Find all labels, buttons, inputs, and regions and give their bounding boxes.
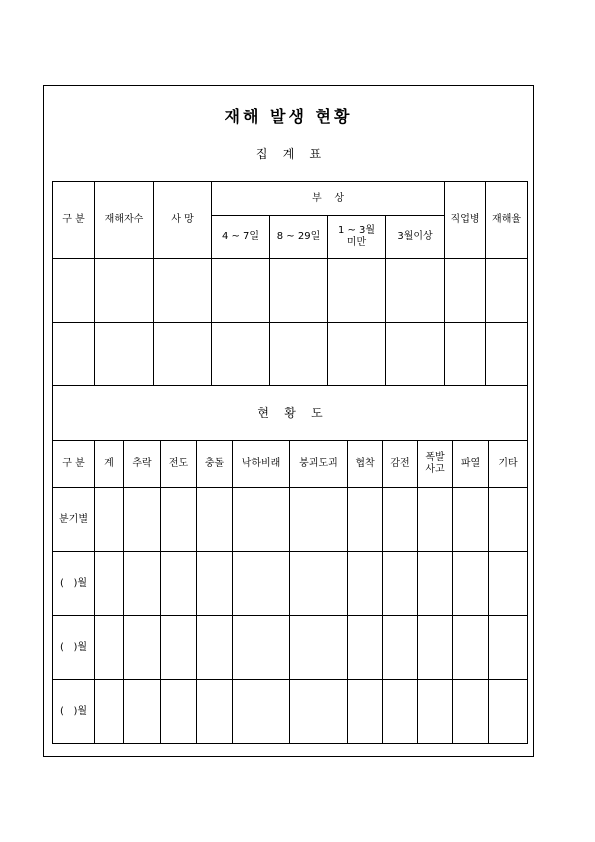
status-cell[interactable] <box>95 616 124 680</box>
status-cell[interactable] <box>290 616 348 680</box>
summary-cell[interactable] <box>386 259 445 323</box>
summary-cell[interactable] <box>53 259 95 323</box>
summary-cell[interactable] <box>445 259 486 323</box>
status-cell[interactable] <box>348 680 383 744</box>
status-cell[interactable] <box>489 680 528 744</box>
document-title: 재해 발생 현황 <box>224 107 353 126</box>
summary-cell[interactable] <box>154 259 212 323</box>
status-cell[interactable] <box>418 616 453 680</box>
status-header-collapse: 붕괴도괴 <box>290 441 348 488</box>
status-table <box>52 385 528 744</box>
summary-row <box>53 259 528 323</box>
status-cell[interactable] <box>124 616 161 680</box>
status-row-label: ( )월 <box>53 616 95 680</box>
status-title: 현 황 도 <box>53 386 528 441</box>
status-row-quarterly <box>53 488 528 552</box>
status-row-label: 분기별 <box>53 488 95 552</box>
status-cell[interactable] <box>161 552 197 616</box>
status-header-tumble: 전도 <box>161 441 197 488</box>
status-header-other: 기타 <box>489 441 528 488</box>
summary-header-death: 사 망 <box>154 182 212 259</box>
status-header-rupture: 파열 <box>453 441 489 488</box>
summary-row <box>53 323 528 386</box>
status-cell[interactable] <box>290 488 348 552</box>
summary-cell[interactable] <box>53 323 95 386</box>
summary-cell[interactable] <box>486 259 528 323</box>
status-row-month <box>53 616 528 680</box>
status-cell[interactable] <box>418 680 453 744</box>
status-cell[interactable] <box>383 616 418 680</box>
status-title-row <box>53 386 528 441</box>
summary-cell[interactable] <box>212 323 270 386</box>
status-row-label: ( )월 <box>53 680 95 744</box>
summary-header-injury-8-29-days: 8 ~ 29일 <box>270 216 328 259</box>
status-cell[interactable] <box>233 680 290 744</box>
status-header-fall: 추락 <box>124 441 161 488</box>
status-cell[interactable] <box>95 552 124 616</box>
status-header-explosion: 폭발 사고 <box>418 441 453 488</box>
status-cell[interactable] <box>290 680 348 744</box>
summary-cell[interactable] <box>386 323 445 386</box>
status-cell[interactable] <box>233 488 290 552</box>
status-cell[interactable] <box>453 552 489 616</box>
status-cell[interactable] <box>290 552 348 616</box>
status-cell[interactable] <box>233 552 290 616</box>
summary-header-injury: 부 상 <box>212 182 445 216</box>
status-cell[interactable] <box>453 488 489 552</box>
summary-cell[interactable] <box>328 323 386 386</box>
summary-cell[interactable] <box>270 259 328 323</box>
status-cell[interactable] <box>197 552 233 616</box>
status-cell[interactable] <box>418 552 453 616</box>
summary-cell[interactable] <box>445 323 486 386</box>
status-cell[interactable] <box>383 680 418 744</box>
summary-header-injury-1-3-months: 1 ~ 3월 미만 <box>328 216 386 259</box>
summary-header-division: 구 분 <box>53 182 95 259</box>
status-row-month <box>53 680 528 744</box>
summary-header-injury-over-3-months: 3월이상 <box>386 216 445 259</box>
status-cell[interactable] <box>95 488 124 552</box>
summary-table <box>52 181 528 386</box>
status-cell[interactable] <box>489 616 528 680</box>
status-cell[interactable] <box>161 488 197 552</box>
summary-header-victims: 재해자수 <box>95 182 154 259</box>
status-cell[interactable] <box>124 488 161 552</box>
status-cell[interactable] <box>197 488 233 552</box>
status-cell[interactable] <box>197 616 233 680</box>
status-cell[interactable] <box>161 616 197 680</box>
status-cell[interactable] <box>453 680 489 744</box>
status-cell[interactable] <box>124 552 161 616</box>
summary-header-occupational-disease: 직업병 <box>445 182 486 259</box>
summary-header-injury-4-7-days: 4 ~ 7일 <box>212 216 270 259</box>
status-row-label: ( )월 <box>53 552 95 616</box>
status-cell[interactable] <box>489 552 528 616</box>
status-cell[interactable] <box>161 680 197 744</box>
status-cell[interactable] <box>383 488 418 552</box>
status-cell[interactable] <box>348 616 383 680</box>
status-cell[interactable] <box>418 488 453 552</box>
status-cell[interactable] <box>233 616 290 680</box>
status-cell[interactable] <box>489 488 528 552</box>
status-cell[interactable] <box>197 680 233 744</box>
summary-cell[interactable] <box>212 259 270 323</box>
status-header-electric-shock: 감전 <box>383 441 418 488</box>
status-row-month <box>53 552 528 616</box>
status-header-row <box>53 441 528 488</box>
summary-cell[interactable] <box>95 323 154 386</box>
status-cell[interactable] <box>453 616 489 680</box>
summary-cell[interactable] <box>486 323 528 386</box>
status-header-caught: 협착 <box>348 441 383 488</box>
status-cell[interactable] <box>348 552 383 616</box>
summary-cell[interactable] <box>154 323 212 386</box>
status-cell[interactable] <box>95 680 124 744</box>
summary-cell[interactable] <box>270 323 328 386</box>
status-cell[interactable] <box>383 552 418 616</box>
status-header-division: 구 분 <box>53 441 95 488</box>
status-header-collision: 충돌 <box>197 441 233 488</box>
status-header-falling-object: 낙하비래 <box>233 441 290 488</box>
status-cell[interactable] <box>124 680 161 744</box>
summary-cell[interactable] <box>95 259 154 323</box>
summary-cell[interactable] <box>328 259 386 323</box>
status-cell[interactable] <box>348 488 383 552</box>
summary-header-rate: 재해율 <box>486 182 528 259</box>
summary-subtitle: 집 계 표 <box>255 147 322 161</box>
summary-header-row-1 <box>53 182 528 216</box>
status-header-total: 계 <box>95 441 124 488</box>
